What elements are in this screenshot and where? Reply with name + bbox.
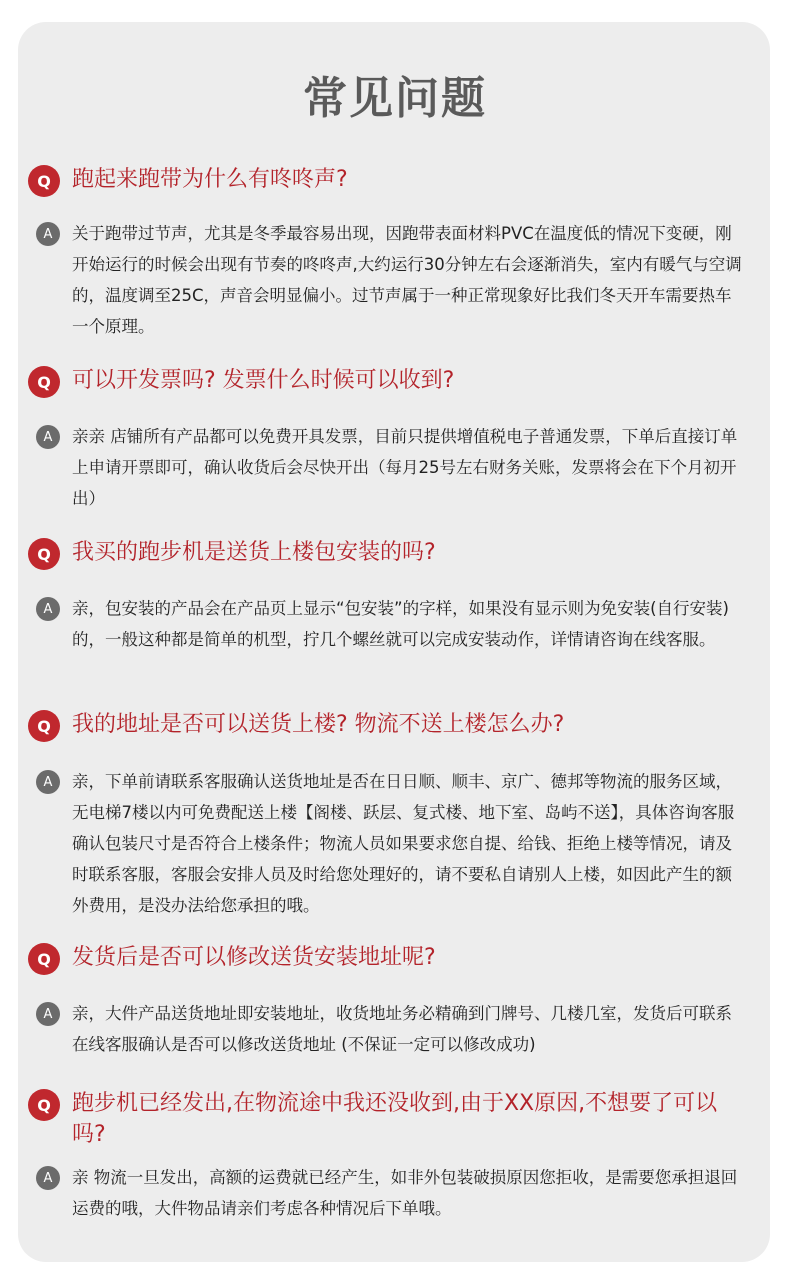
question-text: 跑步机已经发出,在物流途中我还没收到,由于XX原因,不想要了可以吗? (72, 1091, 718, 1147)
a-badge-icon: A (36, 770, 60, 794)
q-badge-icon: Q (28, 165, 60, 197)
faq-question (28, 1088, 748, 1150)
answer-text: 亲，大件产品送货地址即安装地址，收货地址务必精确到门牌号、几楼几室，发货后可联系在线客服确认是否可以修改送货地址 (不保证一定可以修改成功) (72, 1004, 732, 1054)
q-badge-icon: Q (28, 1089, 60, 1121)
faq-answer (36, 1162, 748, 1224)
q-badge-icon: Q (28, 943, 60, 975)
faq-answer (36, 998, 748, 1060)
q-badge-icon: Q (28, 538, 60, 570)
question-text: 可以开发票吗? 发票什么时候可以收到? (72, 368, 455, 393)
question-text: 我的地址是否可以送货上楼? 物流不送上楼怎么办? (72, 712, 565, 737)
answer-text: 亲，下单前请联系客服确认送货地址是否在日日顺、顺丰、京广、德邦等物流的服务区域，无电梯7楼以内可免费配送上楼【阁楼、跃层、复式楼、地下室、岛屿不送】，具体咨询客服确认包装尺寸是否符合上楼条件；物流人员如果要求您自提、给钱、拒绝上楼等情况，请及时联系客服，客服会安排人员及时给您处理好的，请不要私自请别人上楼，如因此产生的额外费用，是没办法给您承担的哦。 (72, 772, 735, 915)
faq-question (28, 365, 748, 398)
faq-answer (36, 218, 748, 342)
a-badge-icon: A (36, 1166, 60, 1190)
a-badge-icon: A (36, 597, 60, 621)
faq-question (28, 942, 748, 975)
answer-text: 亲 物流一旦发出，高额的运费就已经产生，如非外包装破损原因您拒收，是需要您承担退回运费的哦，大件物品请亲们考虑各种情况后下单哦。 (72, 1168, 738, 1218)
question-text: 我买的跑步机是送货上楼包安装的吗? (72, 540, 436, 565)
faq-question (28, 164, 748, 197)
a-badge-icon: A (36, 1002, 60, 1026)
answer-text: 亲，包安装的产品会在产品页上显示“包安装”的字样，如果没有显示则为免安装(自行安装)的，一般这种都是简单的机型，拧几个螺丝就可以完成安装动作，详情请咨询在线客服。 (72, 599, 729, 649)
q-badge-icon: Q (28, 710, 60, 742)
page-title: 常见问题 (303, 73, 487, 124)
faq-question (28, 709, 748, 742)
faq-question (28, 537, 748, 570)
faq-answer (36, 421, 748, 514)
a-badge-icon: A (36, 222, 60, 246)
a-badge-icon: A (36, 425, 60, 449)
faq-answer (36, 593, 748, 655)
answer-text: 关于跑带过节声，尤其是冬季最容易出现，因跑带表面材料PVC在温度低的情况下变硬，刚开始运行的时候会出现有节奏的咚咚声,大约运行30分钟左右会逐渐消失，室内有暖气与空调的，温度调至25C，声音会明显偏小。过节声属于一种正常现象好比我们冬天开车需要热车一个原理。 (72, 224, 742, 336)
answer-text: 亲亲 店铺所有产品都可以免费开具发票，目前只提供增值税电子普通发票，下单后直接订单上申请开票即可，确认收货后会尽快开出（每月25号左右财务关账，发票将会在下个月初开出） (72, 427, 738, 508)
faq-answer (36, 766, 748, 921)
question-text: 跑起来跑带为什么有咚咚声? (72, 167, 348, 192)
question-text: 发货后是否可以修改送货安装地址呢? (72, 945, 436, 970)
q-badge-icon: Q (28, 366, 60, 398)
